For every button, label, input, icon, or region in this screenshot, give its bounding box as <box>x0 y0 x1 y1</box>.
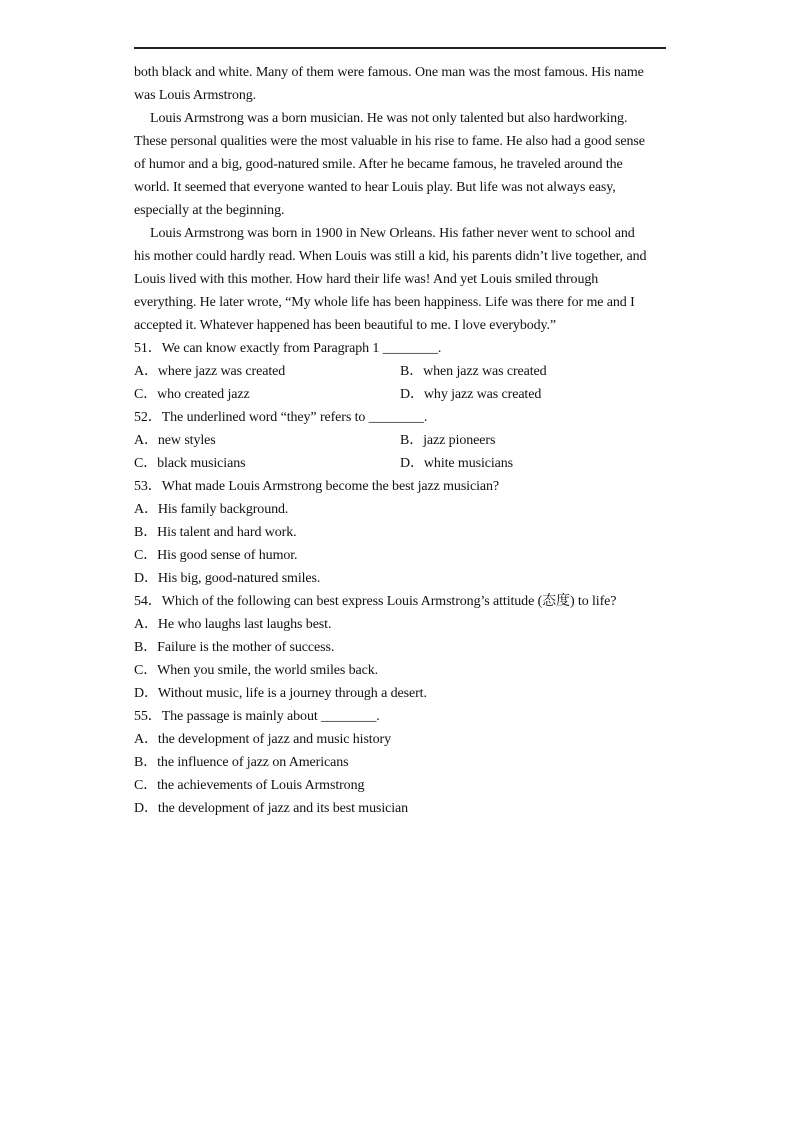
question-54 <box>134 590 666 705</box>
question-55 <box>134 705 666 820</box>
question-53 <box>134 475 666 590</box>
option-b: B．the influence of jazz on Americans <box>134 755 349 770</box>
passage-paragraph-1 <box>134 61 666 107</box>
question-stem: 55．The passage is mainly about ________. <box>134 709 380 724</box>
option-d: D．Without music, life is a journey through a desert. <box>134 686 427 701</box>
passage-line: These personal qualities were the most valuable in his rise to fame. He also had a good sense <box>134 134 645 149</box>
question-stem: 54．Which of the following can best express Louis Armstrong’s attitude (态度) to life? <box>134 594 617 609</box>
passage-line: accepted it. Whatever happened has been beautiful to me. I love everybody.” <box>134 318 557 333</box>
question-stem: 51．We can know exactly from Paragraph 1 ________. <box>134 341 442 356</box>
question-stem: 52．The underlined word “they” refers to ________. <box>134 410 428 425</box>
passage-line: Louis lived with this mother. How hard their life was! And yet Louis smiled through <box>134 272 599 287</box>
passage-line: especially at the beginning. <box>134 203 285 218</box>
passage-line: both black and white. Many of them were famous. One man was the most famous. His name <box>134 65 644 80</box>
passage-line: Louis Armstrong was born in 1900 in New Orleans. His father never went to school and <box>150 226 635 241</box>
option-c: C．black musicians <box>134 456 246 471</box>
question-51 <box>134 337 666 406</box>
option-c: C．who created jazz <box>134 387 250 402</box>
option-a: A．His family background. <box>134 502 289 517</box>
option-c: C．When you smile, the world smiles back. <box>134 663 379 678</box>
passage-line: was Louis Armstrong. <box>134 88 257 103</box>
document-content <box>134 61 666 820</box>
passage-paragraph-3 <box>134 222 666 337</box>
option-a: A．He who laughs last laughs best. <box>134 617 332 632</box>
option-b: B．His talent and hard work. <box>134 525 297 540</box>
option-a: A．the development of jazz and music history <box>134 732 391 747</box>
option-a: A．where jazz was created <box>134 364 286 379</box>
option-d: D．white musicians <box>400 456 514 471</box>
question-stem: 53．What made Louis Armstrong become the best jazz musician? <box>134 479 499 494</box>
option-d: D．why jazz was created <box>400 387 542 402</box>
option-c: C．His good sense of humor. <box>134 548 298 563</box>
option-b: B．when jazz was created <box>400 364 547 379</box>
option-b: B．jazz pioneers <box>400 433 496 448</box>
header-rule <box>134 47 666 49</box>
option-c: C．the achievements of Louis Armstrong <box>134 778 365 793</box>
passage-line: Louis Armstrong was a born musician. He was not only talented but also hardworking. <box>150 111 628 126</box>
option-d: D．His big, good-natured smiles. <box>134 571 321 586</box>
passage-line: everything. He later wrote, “My whole life has been happiness. Life was there for me and I <box>134 295 635 310</box>
option-a: A．new styles <box>134 433 216 448</box>
option-b: B．Failure is the mother of success. <box>134 640 335 655</box>
question-52 <box>134 406 666 475</box>
option-d: D．the development of jazz and its best musician <box>134 801 409 816</box>
passage-line: his mother could hardly read. When Louis was still a kid, his parents didn’t live together, and <box>134 249 647 264</box>
passage-line: world. It seemed that everyone wanted to hear Louis play. But life was not always easy, <box>134 180 616 195</box>
passage-line: of humor and a big, good-natured smile. After he became famous, he traveled around the <box>134 157 623 172</box>
passage-paragraph-2 <box>134 107 666 222</box>
